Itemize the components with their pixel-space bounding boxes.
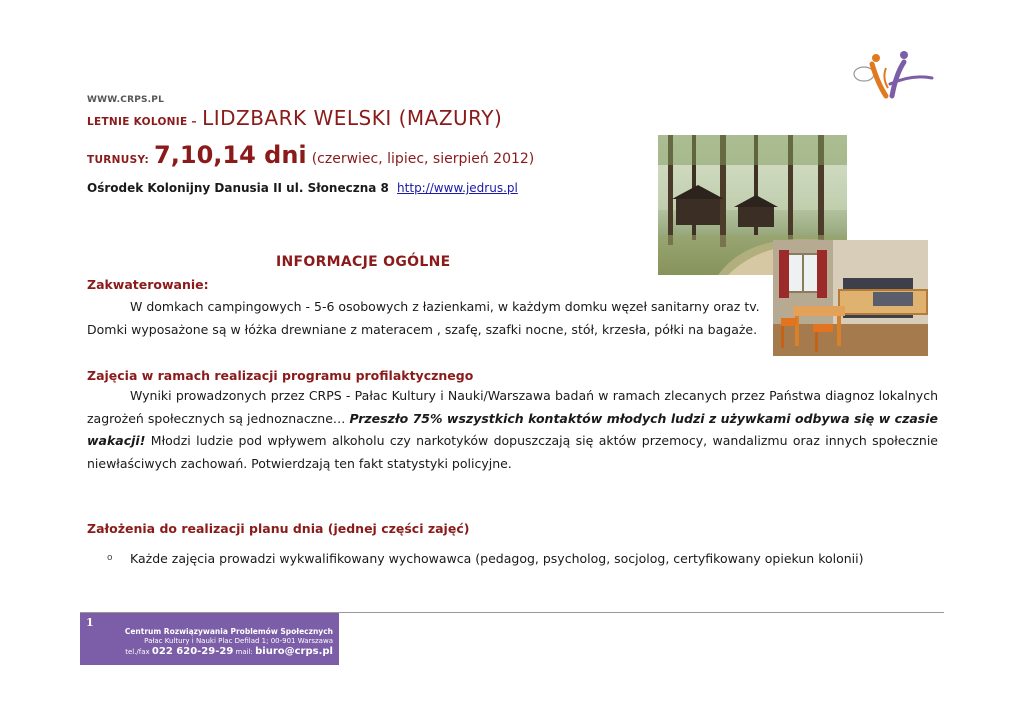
footer-mail-label: mail: [235, 648, 253, 656]
zakwaterowanie-line1: W domkach campingowych - 5-6 osobowych z łazienkami, w każdym domku węzeł sanitarny oraz tv. [130, 299, 760, 314]
footer-tel-label: tel./fax [125, 648, 150, 656]
zajecia-text-end: Młodzi ludzie pod wpływem alkoholu czy narkotyków dopuszczają się aktów przemocy, wandalizmu oraz innych społecznie niewłaściwych zachowań. Potwierdzają ten fakt statystyki policyjne. [87, 433, 938, 471]
footer-org: Centrum Rozwiązywania Problemów Społecznych [124, 627, 333, 636]
osrodek-link[interactable]: http://www.jedrus.pl [397, 181, 518, 195]
crps-logo [842, 44, 938, 104]
osrodek-line [87, 181, 518, 195]
zalozenia-item-1: Każde zajęcia prowadzi wykwalifikowany wychowawca (pedagog, psycholog, socjolog, certyfikowany opiekun kolonii) [130, 551, 864, 566]
section-title: INFORMACJE OGÓLNE [276, 254, 451, 270]
zajecia-heading: Zajęcia w ramach realizacji programu profilaktycznego [87, 368, 474, 383]
turnusy-days: 7,10,14 dni [154, 141, 307, 169]
zajecia-text-start: Wyniki prowadzonych przez CRPS - Pałac Kultury i Nauki/Warszawa badań w ramach zlecanych przez Państwa diagnoz lokalnych zagrożeń społecznych są jednoznaczne… [87, 388, 938, 426]
zajecia-paragraph [87, 385, 938, 475]
zalozenia-heading: Założenia do realizacji planu dnia (jednej części zajęć) [87, 521, 470, 536]
footer-mail[interactable]: biuro@crps.pl [255, 646, 333, 657]
footer-contact [125, 646, 333, 657]
bullet-marker: o [107, 553, 113, 563]
zakwaterowanie-heading: Zakwaterowanie: [87, 277, 209, 292]
turnusy-line [87, 141, 534, 169]
zakwaterowanie-line2: Domki wyposażone są w łóżka drewniane z materacem , szafę, szafki nocne, stół, krzesła, półki na bagaże. [87, 322, 758, 337]
photo-room-interior [773, 240, 928, 356]
site-url: WWW.CRPS.PL [87, 95, 165, 105]
zajecia-text-emphasis: Przeszło 75% wszystkich kontaktów młodych ludzi z używkami odbywa się w czasie wakacji! [87, 410, 938, 448]
osrodek-name: Ośrodek Kolonijny Danusia II ul. Słoneczna 8 [87, 181, 389, 195]
place-name: LIDZBARK WELSKI (MAZURY) [202, 106, 503, 130]
footer-address: Pałac Kultury i Nauki Plac Defilad 1; 00-901 Warszawa [144, 637, 333, 645]
page-title [87, 106, 502, 130]
footer-tel: 022 620-29-29 [151, 646, 234, 657]
page-number: 1 [86, 616, 94, 629]
kolonie-label: LETNIE KOLONIE – [87, 116, 197, 128]
turnusy-label: TURNUSY: [87, 154, 149, 166]
turnusy-months: (czerwiec, lipiec, sierpień 2012) [311, 151, 535, 167]
footer-box [80, 613, 339, 665]
